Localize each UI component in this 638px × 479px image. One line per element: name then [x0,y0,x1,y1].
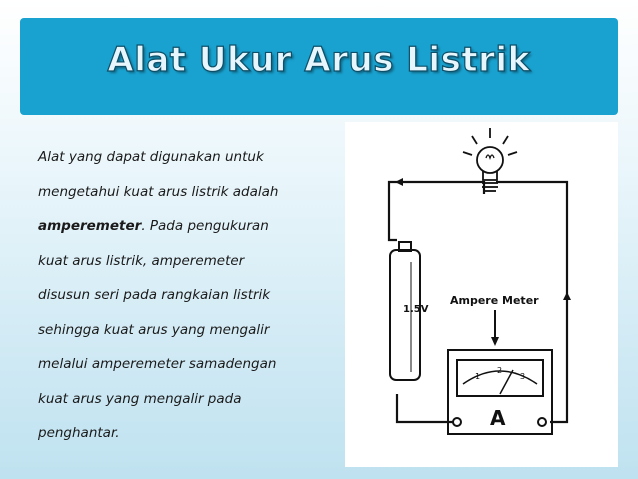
paragraph-line-8: kuat arus yang mengalir pada [38,390,242,407]
slide-title: Alat Ukur Arus Listrik [107,40,531,80]
paragraph-line-5: disusun seri pada rangkaian listrik [38,287,271,303]
meter-caption: Ampere Meter [450,294,539,307]
paragraph-line-1: Alat yang dapat digunakan untuk [38,149,264,165]
paragraph-line-2: mengetahui kuat arus listrik adalah [38,183,279,200]
battery-label: 1.5V [403,304,429,315]
circuit-diagram [345,122,618,467]
paragraph-line-9: penghantar. [38,425,120,441]
paragraph-line-6: sehingga kuat arus yang mengalir [38,321,270,338]
paragraph-line-3: . Pada pengukuran [141,218,269,234]
scale-mark-2: 2 [497,366,503,375]
meter-unit-label: A [490,406,506,430]
scale-mark-1: 1 [475,372,481,381]
circuit-svg [345,122,618,467]
bold-term: amperemeter [38,218,142,234]
paragraph-line-4: kuat arus listrik, amperemeter [38,252,245,269]
current-arrows [395,178,571,300]
scale-mark-3: 3 [520,372,526,381]
body-paragraph [38,140,328,451]
paragraph-line-7: melalui amperemeter samadengan [38,356,277,372]
caption-pointer-head [491,337,499,346]
